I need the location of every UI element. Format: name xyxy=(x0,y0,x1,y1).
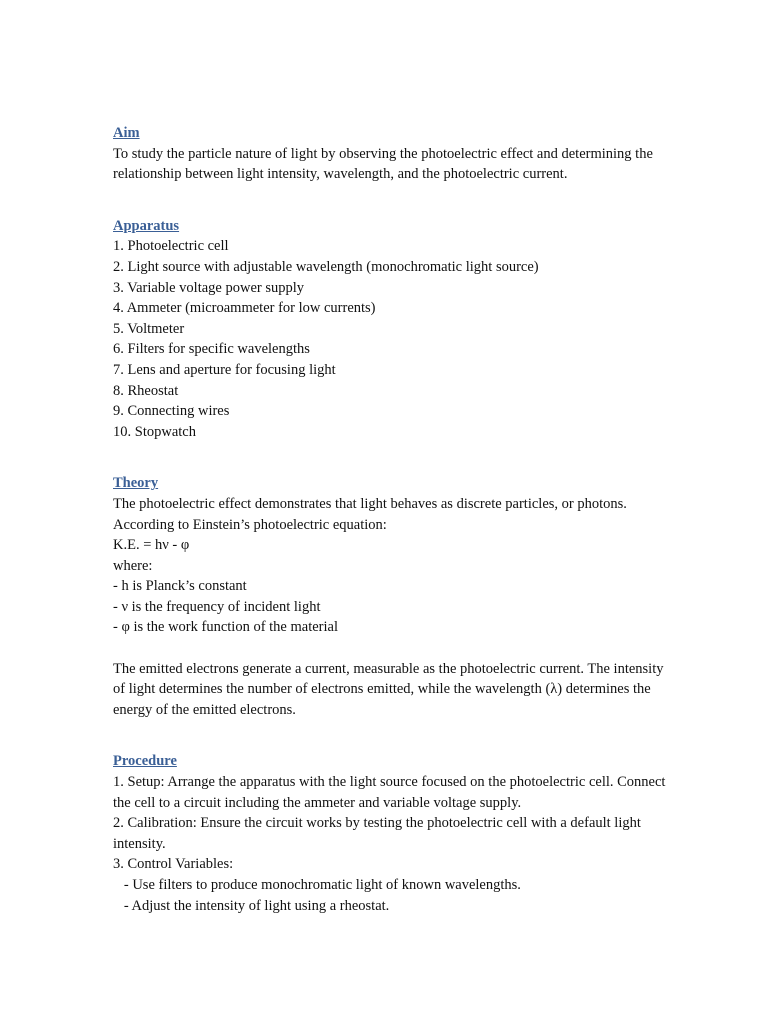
apparatus-section xyxy=(113,216,673,443)
apparatus-item: 6. Filters for specific wavelengths xyxy=(113,341,310,358)
theory-line: The photoelectric effect demonstrates that light behaves as discrete particles, or photons. xyxy=(113,495,627,512)
procedure-section xyxy=(113,751,673,916)
procedure-substep: - Adjust the intensity of light using a rheostat. xyxy=(113,897,390,914)
aim-section xyxy=(113,123,673,185)
theory-definition: - h is Planck’s constant xyxy=(113,578,247,595)
apparatus-heading: Apparatus xyxy=(113,217,180,234)
apparatus-item: 4. Ammeter (microammeter for low currents) xyxy=(113,300,376,317)
document-page xyxy=(113,123,673,916)
theory-section xyxy=(113,473,673,720)
procedure-substep: - Use filters to produce monochromatic light of known wavelengths. xyxy=(113,877,521,893)
apparatus-item: 8. Rheostat xyxy=(113,382,179,399)
procedure-step: 3. Control Variables: xyxy=(113,856,234,873)
apparatus-item: 2. Light source with adjustable wavelength (monochromatic light source) xyxy=(113,258,539,275)
apparatus-item: 1. Photoelectric cell xyxy=(113,238,229,255)
apparatus-item: 10. Stopwatch xyxy=(113,423,196,440)
procedure-step: 2. Calibration: Ensure the circuit works by testing the photoelectric cell with a default light intensity. xyxy=(113,815,641,852)
theory-line: According to Einstein’s photoelectric equation: xyxy=(113,516,387,533)
apparatus-item: 7. Lens and aperture for focusing light xyxy=(113,361,336,378)
theory-line: where: xyxy=(113,557,153,574)
procedure-heading: Procedure xyxy=(113,753,177,770)
theory-heading: Theory xyxy=(113,475,159,492)
theory-definition: - ν is the frequency of incident light xyxy=(113,598,321,615)
aim-heading: Aim xyxy=(113,125,140,141)
apparatus-item: 9. Connecting wires xyxy=(113,403,230,420)
einstein-equation: K.E. = hν - φ xyxy=(113,537,190,554)
theory-paragraph: The emitted electrons generate a current, measurable as the photoelectric current. The intensity of light determines the number of electrons emitted, while the wavelength (λ) determines the energy of the emitted electrons. xyxy=(113,660,664,718)
apparatus-item: 5. Voltmeter xyxy=(113,320,185,337)
procedure-step: 1. Setup: Arrange the apparatus with the light source focused on the photoelectric cell. Connect the cell to a circuit including the ammeter and variable voltage supply. xyxy=(113,774,666,811)
aim-text: To study the particle nature of light by observing the photoelectric effect and determining the relationship between light intensity, wavelength, and the photoelectric current. xyxy=(113,145,653,183)
theory-definition: - φ is the work function of the material xyxy=(113,619,338,636)
apparatus-item: 3. Variable voltage power supply xyxy=(113,279,305,296)
